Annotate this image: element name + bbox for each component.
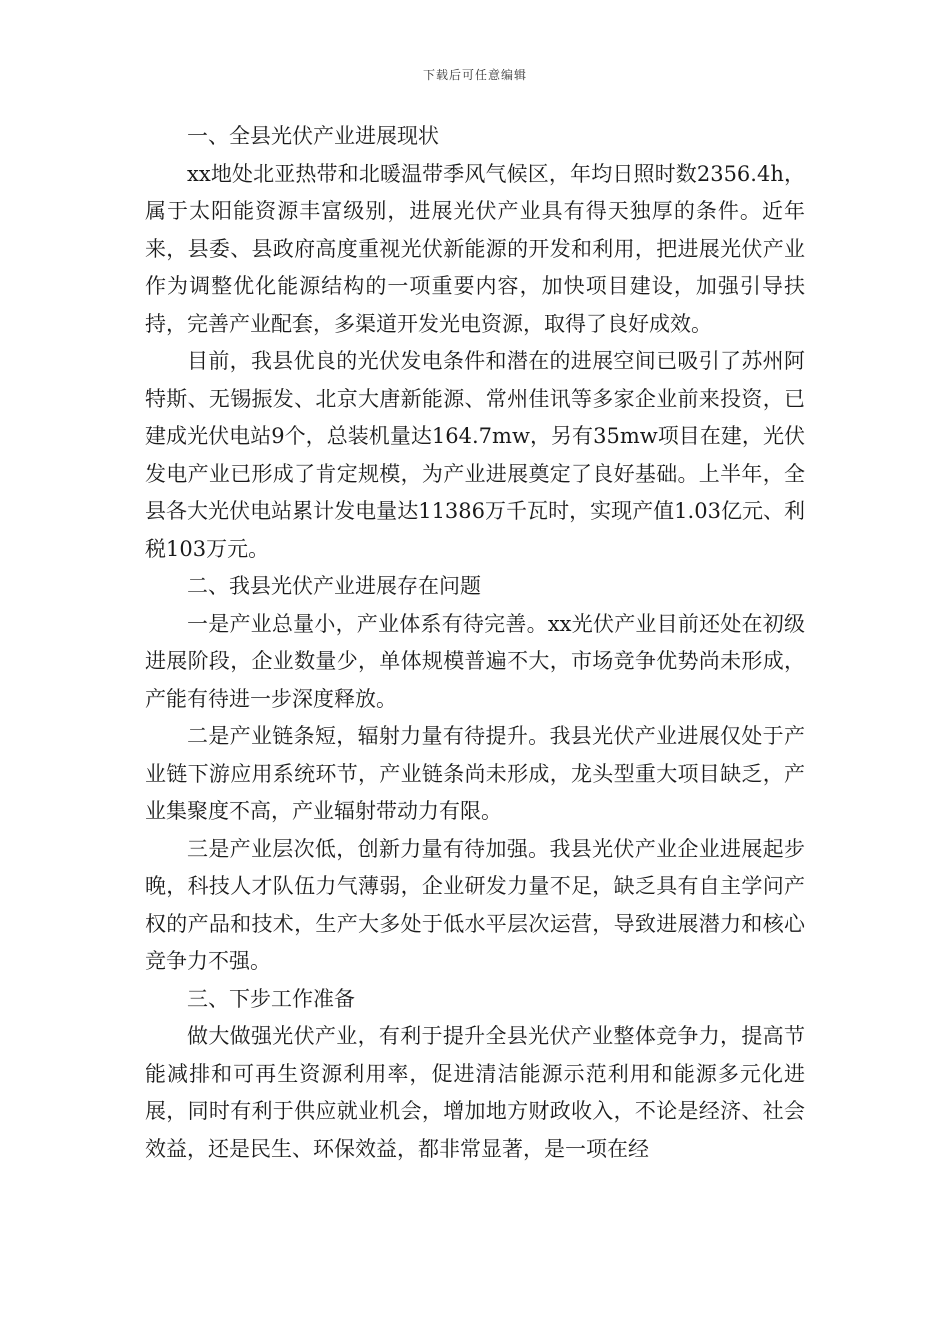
body-paragraph-6: 做大做强光伏产业，有利于提升全县光伏产业整体竞争力，提高节能减排和可再生资源利用率，促进清洁能源示范利用和能源多元化进展，同时有利于供应就业机会，增加地方财政收入，不论是经济、社会效益，还是民生、环保效益，都非常显著，是一项在经: [145, 1024, 805, 1161]
section-heading-1: 一、全县光伏产业进展现状: [187, 124, 439, 148]
document-body: [145, 118, 805, 1168]
body-paragraph-4: 二是产业链条短，辐射力量有待提升。我县光伏产业进展仅处于产业链下游应用系统环节，产业链条尚未形成，龙头型重大项目缺乏，产业集聚度不高，产业辐射带动力有限。: [145, 724, 805, 823]
body-paragraph-2: 目前，我县优良的光伏发电条件和潜在的进展空间已吸引了苏州阿特斯、无锡振发、北京大唐新能源、常州佳讯等多家企业前来投资，已建成光伏电站9个，总装机量达164.7mw，另有35mw项目在建，光伏发电产业已形成了肯定规模，为产业进展奠定了良好基础。上半年，全县各大光伏电站累计发电量达11386万千瓦时，实现产值1.03亿元、利税103万元。: [145, 349, 805, 561]
body-paragraph-5: 三是产业层次低，创新力量有待加强。我县光伏产业企业进展起步晚，科技人才队伍力气薄弱，企业研发力量不足，缺乏具有自主学问产权的产品和技术，生产大多处于低水平层次运营，导致进展潜力和核心竞争力不强。: [145, 836, 805, 973]
section-heading-2: 二、我县光伏产业进展存在问题: [187, 574, 481, 598]
section-heading-3: 三、下步工作准备: [187, 986, 355, 1011]
page-header: 下载后可任意编辑: [422, 68, 527, 82]
body-paragraph-1: xx地处北亚热带和北暖温带季风气候区，年均日照时数2356.4h，属于太阳能资源丰富级别，进展光伏产业具有得天独厚的条件。近年来，县委、县政府高度重视光伏新能源的开发和利用，把进展光伏产业作为调整优化能源结构的一项重要内容，加快项目建设，加强引导扶持，完善产业配套，多渠道开发光电资源，取得了良好成效。: [145, 161, 805, 336]
body-paragraph-3: 一是产业总量小，产业体系有待完善。xx光伏产业目前还处在初级进展阶段，企业数量少，单体规模普遍不大，市场竞争优势尚未形成，产能有待进一步深度释放。: [145, 611, 805, 711]
